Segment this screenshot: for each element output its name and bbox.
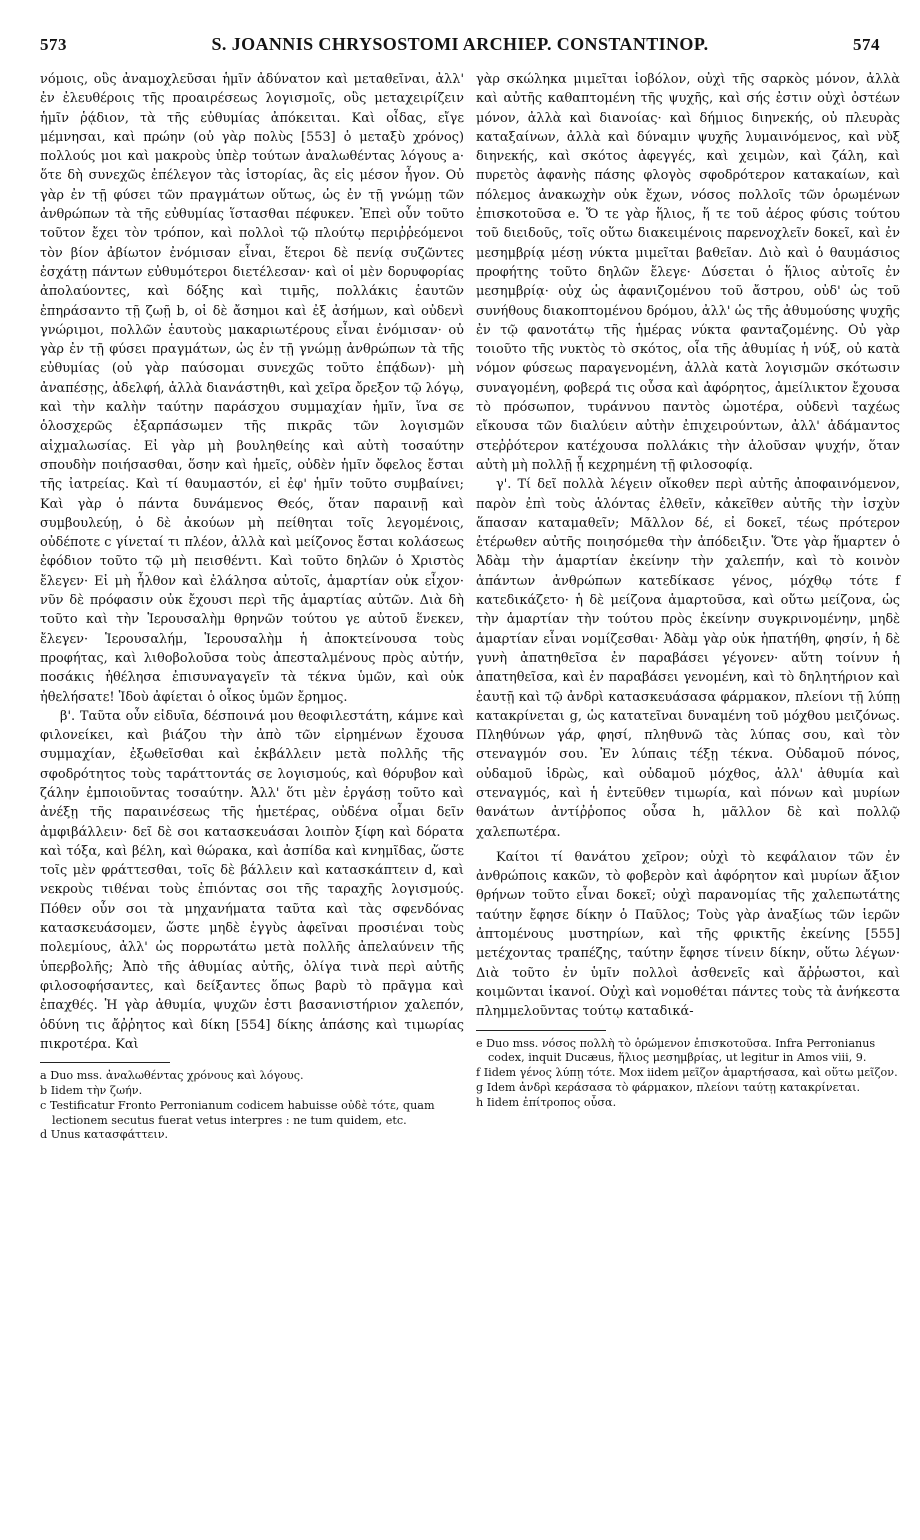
running-title: S. JOANNIS CHRYSOSTOMI ARCHIEP. CONSTANTINOP. (211, 34, 709, 54)
left-footnotes (40, 1069, 464, 1143)
footnote-d: d Unus κατασφάττειν. (40, 1128, 169, 1142)
right-column (476, 70, 900, 1111)
footnote-divider-left (40, 1062, 170, 1063)
right-paragraph-2: γ'. Τί δεῖ πολλὰ λέγειν οἴκοθεν περὶ αὐτῆς ἀποφαινόμενον, παρὸν ἐπὶ τοὺς ἁλόντας ἐλθεῖν, κἀκεῖθεν αὐτῆς τὴν ἰσχὺν ἅπασαν καταμαθεῖν; Μᾶλλον δέ, εἰ δοκεῖ, τέως πρότερον ἑτέρωθεν αὐτῆς ποιησόμεθα τὴν ἀπόδειξιν. Ὅτε γὰρ ἥμαρτεν ὁ Ἀδὰμ τὴν ἁμαρτίαν ἐκείνην τὴν χαλεπήν, καὶ τὸ κοινὸν ἁπάντων ἀνθρώπων κατεδίκασε γένος, μόχθῳ τότε f κατεδικάζετο· ἡ δὲ μείζονα ἁμαρτοῦσα, καὶ οὕτω μείζονα, ὡς τὴν ἁμαρτίαν τὴν τούτου πρὸς ἐκείνην συγκρινομένην, μηδὲ ἁμαρτίαν εἶναι νομίζεσθαι· Ἀδὰμ γὰρ οὐκ ἠπατήθη, φησίν, ἡ δὲ γυνὴ ἀπατηθεῖσα ἐν παραβάσει γέγονεν· αὕτη τοίνυν ἡ ἀπατηθεῖσα, καὶ ἐν παραβάσει γενομένη, καὶ τὸ δηλητήριον καὶ ἑαυτῇ καὶ τῷ ἀνδρὶ κατασκευάσασα φάρμακον, πλείονι τῇ λύπῃ κατακρίνεται g, ὡς κατατεῖναι δυναμένη τοῦ μόχθου μειζόνως. Πληθύνων γάρ, φησί, πληθυνῶ τὰς λύπας σου, καὶ τὸν στεναγμόν σου. Ἐν λύπαις τέξῃ τέκνα. Οὐδαμοῦ πόνος, οὐδαμοῦ ἱδρὼς, καὶ οὐδαμοῦ μόχθος, ἀλλ' ἀθυμία καὶ στεναγμός, καὶ ἡ ἐντεῦθεν τιμωρία, καὶ πόνων καὶ μυρίων θανάτων ἀντίῤῥοπος οὖσα h, μᾶλλον δὲ καὶ πολλῷ χαλεπωτέρα. (476, 477, 900, 840)
left-column (40, 70, 464, 1143)
page-number-right: 574 (852, 35, 880, 54)
footnote-e: e Duo mss. νόσος πολλὴ τὸ ὁρώμενον ἐπισκοτοῦσα. Infra Perronianus codex, inquit Ducæus, ἥλιος μεσημβρίας, ut legitur in Amos viii, 9. (476, 1036, 876, 1065)
running-header (40, 34, 880, 64)
footnote-g: g Idem ἀνδρὶ κεράσασα τὸ φάρμακον, πλείονι ταύτῃ κατακρίνεται. (476, 1080, 861, 1094)
footnote-h: h Iidem ἐπίτροπος οὖσα. (476, 1095, 617, 1109)
left-paragraph-1: νόμοις, οὓς ἀναμοχλεῦσαι ἡμῖν ἀδύνατον καὶ μεταθεῖναι, ἀλλ' ἐν ἐλευθέροις τῆς προαιρέσεως λογισμοῖς, οὓς μεταχειρίζειν ἡμῖν ῥᾴδιον, τὰ τῆς εὐθυμίας ἀπόκειται. Καὶ οἶδας, εἴγε μέμνησαι, καὶ πρώην (οὐ γὰρ πολὺς [553] ὁ μεταξὺ χρόνος) πολλούς μοι καὶ μακροὺς ὑπὲρ τούτων ἀναλωθέντας λόγους a· ὅτε δὴ συνεχῶς ἐπέλεγον τὰς ἱστορίας, ἃς εἰς μέσον ἦγον. Οὐ γὰρ ἐν τῇ φύσει τῶν πραγμάτων οὕτως, ὡς ἐν τῇ γνώμῃ τῶν ἀνθρώπων τὰ τῆς εὐθυμίας ἵστασθαι πέφυκεν. Ἐπεὶ οὖν τοῦτο τοῦτον ἔχει τὸν τρόπον, καὶ πολλοὶ τῷ πλούτῳ περιῤῥεόμενοι τὸν βίον ἀβίωτον ἐνόμισαν εἶναι, ἕτεροι δὲ πενίᾳ συζῶντες ἐσχάτῃ πάντων εὐθυμότεροι διετέλεσαν· καὶ οἱ μὲν δορυφορίας ἀπολαύοντες, καὶ δόξης καὶ τιμῆς, πολλάκις ἑαυτῶν ἐπηράσαντο τῇ ζωῇ b, οἱ δὲ ἄσημοι καὶ ἐξ ἀσήμων, καὶ οὐδενὶ γνώριμοι, πολλῶν ἑαυτοὺς μακαριωτέρους εἶναι ἐνόμισαν· οὐ γὰρ ἐν τῇ φύσει πραγμάτων, ὡς ἐν τῇ γνώμῃ ἀνθρώπων τὰ τῆς εὐθυμίας (οὐ γὰρ παύσομαι συνεχῶς τοῦτο ἐπᾴδων)· μὴ ἀναπέσῃς, ἀδελφή, ἀλλὰ διανάστηθι, καὶ χεῖρα ὄρεξον τῷ λόγῳ, καὶ τὴν καλὴν ταύτην παράσχου συμμαχίαν ἡμῖν, ἵνα σε ὁλοσχερῶς ἐξαρπάσωμεν τῆς πικρᾶς τῶν λογισμῶν αἰχμαλωσίας. Εἰ γὰρ μὴ βουληθείης καὶ αὐτὴ τοσαύτην σπουδὴν ποιήσασθαι, ὅσην καὶ ἡμεῖς, οὐδὲν ἡμῖν ὄφελος ἔσται τῆς ἰατρείας. Καὶ τί θαυμαστόν, εἰ ἐφ' ἡμῖν τοῦτο συμβαίνει; Καὶ γὰρ ὁ πάντα δυνάμενος Θεός, ὅταν παραινῇ καὶ συμβουλεύῃ, ὁ δὲ ἀκούων μὴ πείθηται τοῖς λεγομένοις, οὐδέποτε c γίνεταί τι πλέον, ἀλλὰ καὶ μείζονος ἔσται κολάσεως ἐφόδιον τοῦτο τῷ μὴ πεισθέντι. Καὶ τοῦτο δηλῶν ὁ Χριστὸς ἔλεγεν· Εἰ μὴ ἦλθον καὶ ἐλάλησα αὐτοῖς, ἁμαρτίαν οὐκ εἶχον· νῦν δὲ πρόφασιν οὐκ ἔχουσι περὶ τῆς ἁμαρτίας αὐτῶν. Διὰ δὴ τοῦτο καὶ τὴν Ἱερουσαλὴμ θρηνῶν τούτου γε αὐτοῦ ἕνεκεν, ἔλεγεν· Ἱερουσαλήμ, Ἱερουσαλὴμ ἡ ἀποκτείνουσα τοὺς προφήτας, καὶ λιθοβολοῦσα τοὺς ἀπεσταλμένους πρὸς αὐτήν, ποσάκις ἠθέλησα ἐπισυναγαγεῖν τὰ τέκνα ὑμῶν, καὶ οὐκ ἠθελήσατε! Ἰδοὺ ἀφίεται ὁ οἶκος ὑμῶν ἔρημος. (40, 72, 464, 705)
left-paragraph-2: β'. Ταῦτα οὖν εἰδυῖα, δέσποινά μου θεοφιλεστάτη, κάμνε καὶ φιλονείκει, καὶ βιάζου τὴν ἀπὸ τῶν εἰρημένων ἔχουσα συμμαχίαν, ἐξωθεῖσθαι καὶ ἐκβάλλειν μετὰ πολλῆς τῆς σφοδρότητος τοὺς ταράττοντάς σε λογισμούς, καὶ θόρυβον καὶ ζάλην ἐμποιοῦντας τοσαύτην. Ἀλλ' ὅτι μὲν ἐργάσῃ τοῦτο καὶ ἀνέξῃ τῆς παραινέσεως τῆς ἡμετέρας, οὐδένα οἶμαι δεῖν ἀμφιβάλλειν· δεῖ δὲ σοι κατασκευάσαι λοιπὸν ξίφη καὶ δόρατα καὶ τόξα, καὶ βέλη, καὶ θώρακα, καὶ ἀσπίδα καὶ κνημῖδας, ὥστε τοῖς μὲν φράττεσθαι, τοῖς δὲ βάλλειν καὶ κατασκάπτειν d, καὶ νεκροὺς τιθέναι τοὺς ἐπιόντας σοι τῆς ταραχῆς λογισμούς. Πόθεν οὖν σοι τὰ μηχανήματα ταῦτα καὶ τὰς σφενδόνας κατασκευάσομεν, ὥστε μηδὲ ἐγγὺς ἀφεῖναι προσιέναι τοὺς πολεμίους, ἀλλ' ὡς πορρωτάτω μετὰ πολλῆς ἀπελαύνειν τῆς ὑπερβολῆς; Ἀπὸ τῆς ἀθυμίας αὐτῆς, ὀλίγα τινὰ περὶ αὐτῆς φιλοσοφήσαντες, καὶ δείξαντες ὅπως βαρὺ τὸ πρᾶγμα καὶ ἐπαχθές. Ἡ γὰρ ἀθυμία, ψυχῶν ἐστι βασανιστήριον χαλεπόν, ὀδύνη τις ἄῤῥητος καὶ δίκη [554] δίκης ἁπάσης καὶ τιμωρίας πικροτέρα. Καὶ (40, 708, 464, 1052)
right-footnotes (476, 1037, 900, 1111)
footnote-f: f Iidem γένος λύπῃ τότε. Mox iidem μεῖζον ἁμαρτήσασα, καὶ οὕτω μεῖζον. (476, 1066, 898, 1080)
page-number-left: 573 (40, 35, 67, 54)
footnote-a: a Duo mss. ἀναλωθέντας χρόνους καὶ λόγους. (40, 1069, 304, 1083)
footnote-c: c Testificatur Fronto Perronianum codicem habuisse οὐδὲ τότε, quam lectionem secutus fuerat vetus interpres : ne tum quidem, etc. (40, 1098, 435, 1127)
right-paragraph-1: γὰρ σκώληκα μιμεῖται ἰοβόλον, οὐχὶ τῆς σαρκὸς μόνον, ἀλλὰ καὶ αὐτῆς καθαπτομένη τῆς ψυχῆς, καὶ σής ἐστιν οὐχὶ ὀστέων μόνον, ἀλλὰ καὶ διανοίας· καὶ δήμιος διηνεκής, οὐ πλευρὰς καταξαίνων, ἀλλὰ καὶ δύναμιν ψυχῆς λυμαινόμενος, καὶ νὺξ διηνεκής, καὶ σκότος ἀφεγγές, καὶ χειμὼν, καὶ ζάλη, καὶ πυρετὸς ἀφανὴς πάσης φλογὸς σφοδρότερον κατακαίων, καὶ πόλεμος ἀνακωχὴν οὐκ ἔχων, νόσος πολλοῖς τῶν ὁρωμένων ἐπισκοτοῦσα e. Ὅ τε γὰρ ἥλιος, ἥ τε τοῦ ἀέρος φύσις τούτου τοῦ διειδοῦς, τοῖς οὕτω διακειμένοις παρενοχλεῖν δοκεῖ, καὶ ἐν μεσημβρίᾳ μέσῃ νύκτα μιμεῖται βαθεῖαν. Διὸ καὶ ὁ θαυμάσιος προφήτης τοῦτο δηλῶν ἔλεγε· Δύσεται ὁ ἥλιος αὐτοῖς ἐν μεσημβρίᾳ· οὐχ ὡς ἀφανιζομένου τοῦ ἄστρου, οὐδ' ὡς τοῦ συνήθους διακοπτομένου δρόμου, ἀλλ' ὡς τῆς ἀθυμούσης ψυχῆς ἐν τῷ φανοτάτῳ τῆς ἡμέρας νύκτα φανταζομένης. Οὐ γὰρ τοιοῦτο τῆς νυκτὸς τὸ σκότος, οἷα τῆς ἀθυμίας ἡ νύξ, οὐ κατὰ νόμον φύσεως παραγενομένη, ἀλλὰ κατὰ λογισμῶν σκότωσιν συναγομένη, φοβερά τις οὖσα καὶ ἀφόρητος, ἀμείλικτον ἔχουσα τὸ πρόσωπον, τυράννου παντὸς ὠμοτέρα, οὐδενὶ ταχέως εἴκουσα τῶν διαλύειν αὐτὴν ἐπιχειρούντων, ἀλλ' ἀδάμαντος στεῤῥότερον κατέχουσα πολλάκις τὴν ἁλοῦσαν ψυχήν, ὅταν αὐτὴ μὴ πολλῇ ᾖ κεχρημένη τῇ φιλοσοφίᾳ. (476, 72, 900, 473)
right-paragraph-3: Καίτοι τί θανάτου χεῖρον; οὐχὶ τὸ κεφάλαιον τῶν ἐν ἀνθρώποις κακῶν, τὸ φοβερὸν καὶ ἀφόρητον καὶ μυρίων ἄξιον θρήνων τοῦτο εἶναι δοκεῖ; οὐχὶ παρανομίας τῆς χαλεπωτάτης ταύτην ἔφησε δίκην ὁ Παῦλος; Τοὺς γὰρ ἀναξίως τῶν ἱερῶν ἀπτομένους μυστηρίων, καὶ τῆς φρικτῆς ἐκείνης [555] μετέχοντας τραπέζης, ταύτην ἔφησε τίνειν δίκην, οὕτω λέγων· Διὰ τοῦτο ἐν ὑμῖν πολλοὶ ἀσθενεῖς καὶ ἄῤῥωστοι, καὶ κοιμῶνται ἱκανοί. Οὐχὶ καὶ νομοθέται πάντες τοὺς τὰ ἀνήκεστα πλημμελοῦντας τούτῳ καταδικά- (476, 849, 900, 1020)
footnote-divider-right (476, 1030, 606, 1031)
footnote-b: b Iidem τὴν ζωήν. (40, 1083, 143, 1097)
